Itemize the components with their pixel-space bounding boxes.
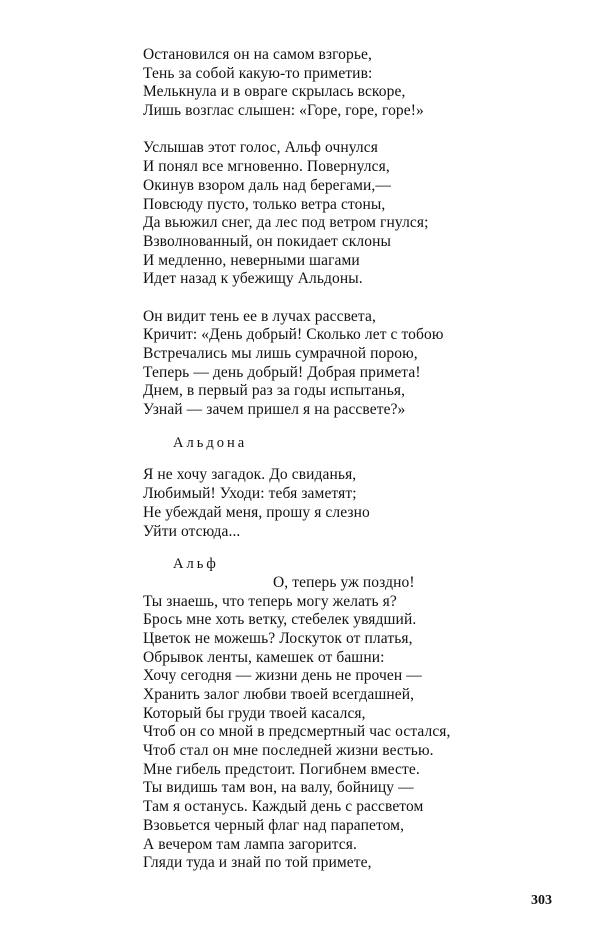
stanza-gap [143,452,583,466]
poem-line: И медленно, неверными шагами [143,251,360,269]
poem-line: Цветок не можешь? Лоскуток от платья, [143,629,413,647]
poem-line: Мелькнула и в овраге скрылась вскоре, [143,83,406,101]
poem-line: Лишь возглас слышен: «Горе, горе, горе!» [143,102,424,120]
poem-line: Кричит: «День добрый! Сколько лет с тобою [143,326,444,344]
poem-line: И понял все мгновенно. Повернулся, [143,158,390,176]
poem-line: Ты знаешь, что теперь могу желать я? [143,592,397,610]
poem-line: Окинув взором даль над берегами,— [143,176,391,194]
speaker-name: Альдона [173,434,248,451]
poem-line: Ты видишь там вон, на валу, бойницу — [143,779,414,797]
poem-line: Днем, в первый раз за годы испытанья, [143,382,406,400]
poem-line: А вечером там лампа загорится. [143,835,357,853]
poem-line: Уйти отсюда... [143,522,241,540]
stanza-4 [143,466,583,541]
poem-text [143,46,583,873]
poem-line: Чтоб он со мной в предсмертный час остался, [143,723,451,741]
poem-line: Встречались мы лишь сумрачной порою, [143,345,418,362]
poem-line: Хранить залог любви твоей всегдашней, [143,686,415,703]
page-number: 303 [531,893,552,908]
poem-line: Взволнованный, он покидает склоны [143,232,392,250]
stanza-gap [143,289,583,308]
poem-line: Гляди туда и знай по той примете, [143,854,372,872]
poem-line: Хочу сегодня — жизни день не прочен — [143,667,422,685]
poem-line: Повсюду пусто, только ветра стоны, [143,195,386,213]
poem-line: Узнай — зачем пришел я на рассвете?» [143,401,406,419]
poem-line: Да вьюжил снег, да лес под ветром гнулся; [143,214,429,232]
stanza-3 [143,308,583,420]
stanza-1 [143,46,583,121]
poem-line: Не убеждай меня, прошу я слезно [143,503,370,521]
poem-line: Чтоб стал он мне последней жизни вестью. [143,742,434,760]
poem-line: Любимый! Уходи: тебя заметят; [143,485,357,503]
stanza-gap [143,541,583,555]
poem-line: Остановился он на самом взгорье, [143,46,372,63]
poem-line: Услышав этот голос, Альф очнулся [143,139,378,157]
stanza-5 [143,574,583,873]
poem-line: Брось мне хоть ветку, стебелек увядший. [143,611,417,629]
poem-line: Тень за собой какую-то приметив: [143,64,373,82]
poem-line: Взовьется черный флаг над парапетом, [143,816,405,834]
poem-line: Который бы груди твоей касался, [143,704,366,722]
poem-line: Мне гибель предстоит. Погибнем вместе. [143,760,420,778]
poem-line: Он видит тень ее в лучах рассвета, [143,307,376,325]
poem-line: О, теперь уж поздно! [273,573,415,591]
poem-line: Идет назад к убежищу Альдоны. [143,270,363,288]
speaker-name: Альф [173,556,219,573]
poem-line: Там я останусь. Каждый день с рассветом [143,798,424,816]
poem-line: Теперь — день добрый! Добрая примета! [143,363,421,381]
stanza-gap [143,121,583,140]
poem-line: Я не хочу загадок. До свиданья, [143,466,357,484]
poem-line: Обрывок ленты, камешек от башни: [143,648,385,666]
stanza-2 [143,139,583,289]
stanza-gap [143,420,583,434]
